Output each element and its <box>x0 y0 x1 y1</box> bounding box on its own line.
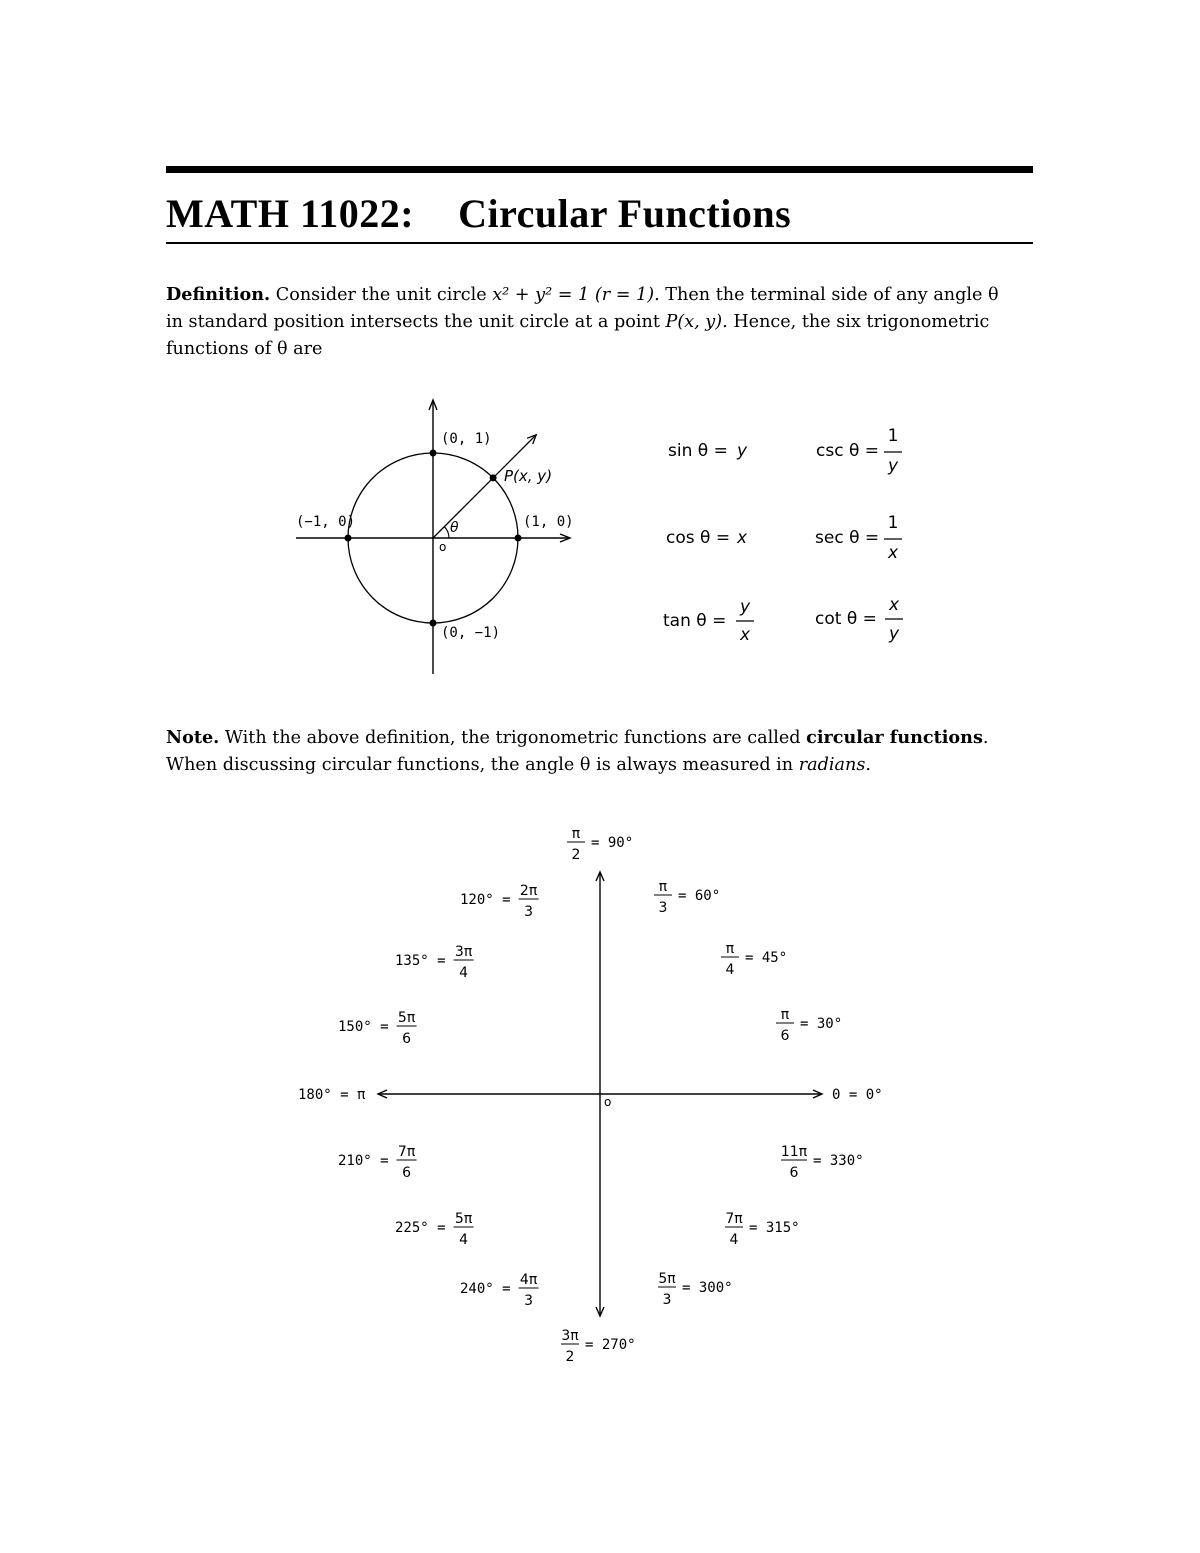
sec-lhs: sec θ = <box>815 528 880 548</box>
label-theta: θ <box>450 520 459 536</box>
note-italic-term: radians <box>798 755 866 775</box>
label-p: P(x, y) <box>504 467 553 485</box>
angle-numerator: π <box>571 826 581 842</box>
angle-denominator: 3 <box>662 1292 672 1308</box>
point-top <box>430 450 437 457</box>
radian-angle-diagram <box>0 810 1200 1390</box>
label-origin: o <box>439 540 447 554</box>
angle-denominator: 4 <box>729 1232 739 1248</box>
angle-numerator: 2π <box>519 883 538 899</box>
note-text: With the above definition, the trigonometric functions are called <box>224 728 801 748</box>
angle-degrees: = 60° <box>678 888 721 904</box>
label-left: (−1, 0) <box>296 514 356 530</box>
angle-denominator: 3 <box>524 1293 534 1309</box>
angle-denominator: 2 <box>571 847 581 863</box>
course-number: MATH 11022: <box>166 191 415 236</box>
csc-lhs: csc θ = <box>816 441 880 461</box>
cot-den: y <box>888 624 900 644</box>
angle-degrees: = 30° <box>800 1016 843 1032</box>
cos-lhs: cos θ = <box>666 528 731 548</box>
point-p <box>490 474 497 481</box>
angle-degrees: 210° = <box>338 1153 389 1169</box>
angle-numerator: 5π <box>454 1211 473 1227</box>
angle-numerator: 7π <box>397 1144 416 1160</box>
tan-den: x <box>739 625 751 645</box>
sec-num: 1 <box>887 513 899 533</box>
angle-degrees: = 300° <box>682 1280 733 1296</box>
angle-degrees: 225° = <box>395 1220 446 1236</box>
unit-circle-equation: x² + y² = 1 <box>492 285 590 305</box>
definition-text: Then the terminal side of any angle θ <box>665 285 999 305</box>
angle-label: 180° = π <box>298 1087 366 1103</box>
angle-degrees: = 45° <box>745 950 788 966</box>
definition-text: in standard position intersects the unit circle at a point <box>166 312 660 332</box>
definition-label: Definition. <box>166 284 271 305</box>
angle-denominator: 6 <box>402 1165 412 1181</box>
angle-numerator: 5π <box>397 1010 416 1026</box>
angle-denominator: 2 <box>565 1349 575 1365</box>
axes <box>296 400 570 674</box>
angle-numerator: 7π <box>725 1211 743 1227</box>
angle-numerator: 11π <box>780 1144 808 1160</box>
angle-degrees: = 270° <box>585 1337 636 1353</box>
formula-table <box>663 426 903 645</box>
definition-paragraph <box>166 281 1046 363</box>
angle-degrees: 120° = <box>460 892 511 908</box>
sin-rhs: y <box>737 441 748 461</box>
radius-equation: (r = 1). <box>594 285 660 305</box>
angle-degrees: 135° = <box>395 953 446 969</box>
definition-text: functions of θ are <box>166 339 323 359</box>
tan-num: y <box>739 597 751 617</box>
angle-numerator: 3π <box>454 944 473 960</box>
cot-lhs: cot θ = <box>815 609 877 629</box>
angle-degrees: = 315° <box>749 1220 800 1236</box>
angle-denominator: 6 <box>789 1165 799 1181</box>
angle-numerator: π <box>658 879 668 895</box>
angle-denominator: 3 <box>658 900 668 916</box>
angle-denominator: 6 <box>402 1031 412 1047</box>
angle-denominator: 4 <box>459 965 469 981</box>
note-paragraph: Note. With the above definition, the trigonometric functions are called circular functions. When discussing circular functions, the angle θ is always measured in radians. <box>166 727 989 775</box>
csc-num: 1 <box>887 426 899 446</box>
csc-den: y <box>887 456 899 476</box>
label-bottom: (0, −1) <box>441 625 501 641</box>
definition-text: Consider the unit circle <box>275 285 487 305</box>
definition-text: Hence, the six trigonometric <box>733 312 990 332</box>
point-notation: P(x, y). <box>665 312 728 332</box>
angle-degrees: = 90° <box>591 835 634 851</box>
angle-axes <box>378 872 822 1316</box>
angle-denominator: 4 <box>725 962 735 978</box>
cos-rhs: x <box>737 528 748 548</box>
sin-lhs: sin θ = <box>668 441 728 461</box>
angle-numerator: 3π <box>561 1328 579 1344</box>
note-label: Note. <box>166 727 220 748</box>
angle-numerator: π <box>725 941 735 957</box>
angle-degrees: 150° = <box>338 1019 389 1035</box>
angle-arc <box>444 527 449 538</box>
point-left <box>345 535 352 542</box>
radius-ray <box>433 435 536 538</box>
angle-label: 0 = 0° <box>832 1087 883 1103</box>
angle-numerator: 5π <box>658 1271 676 1287</box>
label-right: (1, 0) <box>523 514 574 530</box>
point-right <box>515 535 522 542</box>
label-top: (0, 1) <box>441 431 492 447</box>
cot-num: x <box>888 595 900 615</box>
angle-degrees: = 330° <box>813 1153 864 1169</box>
note-bold-term: circular functions <box>806 727 983 748</box>
tan-lhs: tan θ = <box>663 611 727 631</box>
top-rule <box>166 166 1033 173</box>
angle-denominator: 3 <box>524 904 534 920</box>
angle-denominator: 4 <box>459 1232 469 1248</box>
angle-labels <box>298 826 883 1365</box>
topic-title: Circular Functions <box>458 191 792 236</box>
terminal-side-ray <box>433 435 536 538</box>
sec-den: x <box>887 543 899 563</box>
page-title <box>166 190 791 237</box>
title-rule <box>166 242 1033 244</box>
diagram-origin: o <box>604 1095 612 1109</box>
note-text: When discussing circular functions, the angle θ is always measured in <box>166 755 794 775</box>
angle-numerator: π <box>780 1007 790 1023</box>
angle-numerator: 4π <box>519 1272 538 1288</box>
angle-degrees: 240° = <box>460 1281 511 1297</box>
point-bottom <box>430 620 437 627</box>
angle-denominator: 6 <box>780 1028 790 1044</box>
